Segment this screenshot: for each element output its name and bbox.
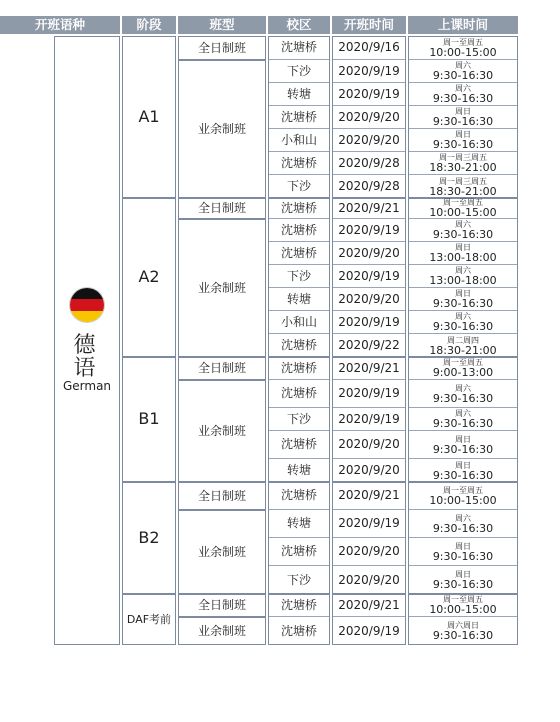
campus-cell: 沈塘桥 <box>269 357 329 380</box>
header-1: 开班语种 <box>0 16 120 34</box>
campus-cell: 下沙 <box>269 60 329 83</box>
campus-cell: 沈塘桥 <box>269 538 329 566</box>
start-date-cell: 2020/9/22 <box>338 338 400 353</box>
class-days: 周日 <box>455 460 471 470</box>
class-type: 全日制班 <box>178 198 266 219</box>
class-hours: 9:30-16:30 <box>432 320 494 333</box>
class-hours: 10:00-15:00 <box>429 45 497 59</box>
class-hours: 9:30-16:30 <box>432 521 494 535</box>
campus-cell: 下沙 <box>269 265 329 288</box>
class-time-cell <box>409 129 517 152</box>
class-days: 周日 <box>455 289 471 298</box>
class-time-cell <box>409 380 517 408</box>
language-name-cn: 德 语 <box>73 333 101 382</box>
class-hours: 9:30-16:30 <box>432 417 494 430</box>
class-hours: 18:30-21:00 <box>429 161 497 174</box>
class-hours: 9:30-16:30 <box>432 578 494 591</box>
stage-label: B1 <box>122 357 176 482</box>
class-time-cell <box>409 311 517 334</box>
start-date-cell: 2020/9/20 <box>333 106 405 129</box>
start-date-cell: 2020/9/19 <box>333 60 405 83</box>
class-hours: 9:00-13:00 <box>432 366 494 379</box>
class-days: 周一周三周五 <box>439 176 487 186</box>
class-days: 周日 <box>455 107 471 116</box>
class-hours: 9:30-16:30 <box>432 297 494 310</box>
class-days: 周日 <box>455 570 471 579</box>
class-days: 周一至周五 <box>443 485 483 495</box>
class-days: 周六 <box>455 513 471 523</box>
class-days: 周六 <box>455 220 471 229</box>
class-days: 周日 <box>455 243 471 252</box>
class-type: 业余制班 <box>178 380 266 482</box>
class-type: 全日制班 <box>178 594 266 617</box>
class-time-cell <box>409 83 517 106</box>
campus-cell: 沈塘桥 <box>269 106 329 129</box>
class-time-cell <box>409 219 517 242</box>
campus-cell: 转塘 <box>269 510 329 538</box>
class-time-cell <box>409 288 517 311</box>
start-date-cell: 2020/9/19 <box>333 83 405 106</box>
class-days: 周一至周五 <box>443 198 483 207</box>
class-time-cell <box>409 510 517 538</box>
start-date-cell: 2020/9/19 <box>333 219 405 242</box>
header-3: 班型 <box>178 16 266 34</box>
stage-label: A2 <box>122 198 176 357</box>
class-hours: 9:30-16:30 <box>432 442 494 456</box>
class-hours: 10:00-15:00 <box>429 603 497 616</box>
campus-cell: 下沙 <box>286 572 311 587</box>
class-time-cell <box>409 538 517 566</box>
class-time-cell <box>409 408 517 431</box>
campus-cell: 沈塘桥 <box>269 198 329 219</box>
start-date-cell: 2020/9/21 <box>333 357 405 380</box>
start-date-cell: 2020/9/21 <box>333 594 405 617</box>
class-time-cell <box>409 459 517 482</box>
class-days: 周二周四 <box>447 335 479 345</box>
flag-germany-icon <box>70 288 104 322</box>
class-days: 周六 <box>455 266 471 275</box>
start-date-cell: 2020/9/20 <box>333 431 405 459</box>
class-time-cell <box>409 265 517 288</box>
class-hours: 9:30-16:30 <box>432 92 494 105</box>
start-date-cell: 2020/9/19 <box>333 510 405 538</box>
class-type: 全日制班 <box>178 36 266 60</box>
campus-cell: 沈塘桥 <box>269 152 329 175</box>
start-date-cell: 2020/9/28 <box>333 152 405 175</box>
class-days: 周六 <box>455 312 471 321</box>
campus-cell: 下沙 <box>286 179 311 194</box>
class-type: 业余制班 <box>178 510 266 594</box>
stage-label: A1 <box>122 36 176 198</box>
class-hours: 10:00-15:00 <box>429 493 497 507</box>
class-type: 业余制班 <box>178 60 266 198</box>
class-days: 周日 <box>455 434 471 444</box>
class-time-cell <box>409 617 517 645</box>
class-days: 周六 <box>455 61 471 70</box>
class-days: 周一至周五 <box>443 595 483 604</box>
class-hours: 18:30-21:00 <box>429 184 497 198</box>
class-time-cell <box>409 60 517 83</box>
class-time-cell <box>409 242 517 265</box>
campus-cell: 沈塘桥 <box>269 36 329 60</box>
class-time-cell <box>409 431 517 459</box>
campus-cell: 沈塘桥 <box>269 219 329 242</box>
campus-cell: 下沙 <box>269 408 329 431</box>
class-days: 周六 <box>455 84 471 93</box>
class-time-cell <box>409 36 517 60</box>
class-time-cell <box>409 566 517 594</box>
class-hours: 18:30-21:00 <box>429 343 497 357</box>
class-hours: 9:30-16:30 <box>432 468 494 482</box>
header-6: 上课时间 <box>408 16 518 34</box>
class-type: 全日制班 <box>178 482 266 510</box>
campus-cell: 沈塘桥 <box>269 242 329 265</box>
class-type: 业余制班 <box>178 219 266 357</box>
class-time-cell <box>409 198 517 219</box>
class-hours: 9:30-16:30 <box>432 115 494 128</box>
start-date-cell: 2020/9/20 <box>338 463 400 478</box>
class-days: 周日 <box>455 130 471 139</box>
class-hours: 13:00-18:00 <box>429 251 497 264</box>
stage-label: B2 <box>122 482 176 594</box>
campus-cell: 沈塘桥 <box>280 623 317 638</box>
class-hours: 9:30-16:30 <box>432 391 494 405</box>
start-date-cell: 2020/9/20 <box>338 572 400 587</box>
class-hours: 10:00-15:00 <box>429 206 497 219</box>
start-date-cell: 2020/9/20 <box>333 129 405 152</box>
class-time-cell <box>409 594 517 617</box>
stage-label: DAF考前 <box>122 594 176 645</box>
class-days: 周六周日 <box>447 621 479 630</box>
class-hours: 9:30-16:30 <box>432 138 494 151</box>
class-days: 周一至周五 <box>443 358 483 367</box>
campus-cell: 沈塘桥 <box>269 431 329 459</box>
start-date-cell: 2020/9/19 <box>333 265 405 288</box>
language-name-en: German <box>62 379 112 394</box>
class-days: 周一至周五 <box>443 37 483 47</box>
header-5: 开班时间 <box>332 16 406 34</box>
class-time-cell <box>409 152 517 175</box>
start-date-cell: 2020/9/19 <box>333 311 405 334</box>
start-date-cell: 2020/9/28 <box>338 179 400 194</box>
campus-cell: 小和山 <box>269 311 329 334</box>
header-4: 校区 <box>268 16 330 34</box>
class-hours: 9:30-16:30 <box>432 228 494 241</box>
campus-cell: 转塘 <box>269 288 329 311</box>
class-hours: 9:30-16:30 <box>432 629 494 642</box>
start-date-cell: 2020/9/20 <box>333 288 405 311</box>
class-time-cell <box>409 334 517 357</box>
start-date-cell: 2020/9/19 <box>338 623 400 638</box>
start-date-cell: 2020/9/21 <box>333 198 405 219</box>
class-type: 业余制班 <box>178 617 266 645</box>
campus-cell: 沈塘桥 <box>269 482 329 510</box>
class-days: 周六 <box>455 409 471 418</box>
start-date-cell: 2020/9/16 <box>333 36 405 60</box>
class-days: 周一周三周五 <box>439 153 487 162</box>
campus-cell: 小和山 <box>269 129 329 152</box>
start-date-cell: 2020/9/21 <box>333 482 405 510</box>
start-date-cell: 2020/9/19 <box>333 380 405 408</box>
start-date-cell: 2020/9/20 <box>333 242 405 265</box>
class-time-cell <box>409 357 517 380</box>
class-time-cell <box>409 106 517 129</box>
class-time-cell <box>409 482 517 510</box>
campus-cell: 沈塘桥 <box>280 338 317 353</box>
campus-cell: 沈塘桥 <box>269 380 329 408</box>
language-cell <box>54 36 120 645</box>
campus-cell: 转塘 <box>286 463 311 478</box>
campus-cell: 转塘 <box>269 83 329 106</box>
campus-cell: 沈塘桥 <box>269 594 329 617</box>
start-date-cell: 2020/9/20 <box>333 538 405 566</box>
start-date-cell: 2020/9/19 <box>333 408 405 431</box>
class-days: 周六 <box>455 383 471 393</box>
class-hours: 13:00-18:00 <box>429 274 497 287</box>
class-days: 周日 <box>455 541 471 551</box>
class-hours: 9:30-16:30 <box>432 549 494 563</box>
header-2: 阶段 <box>122 16 176 34</box>
class-hours: 9:30-16:30 <box>432 69 494 82</box>
class-time-cell <box>409 175 517 198</box>
class-type: 全日制班 <box>178 357 266 380</box>
